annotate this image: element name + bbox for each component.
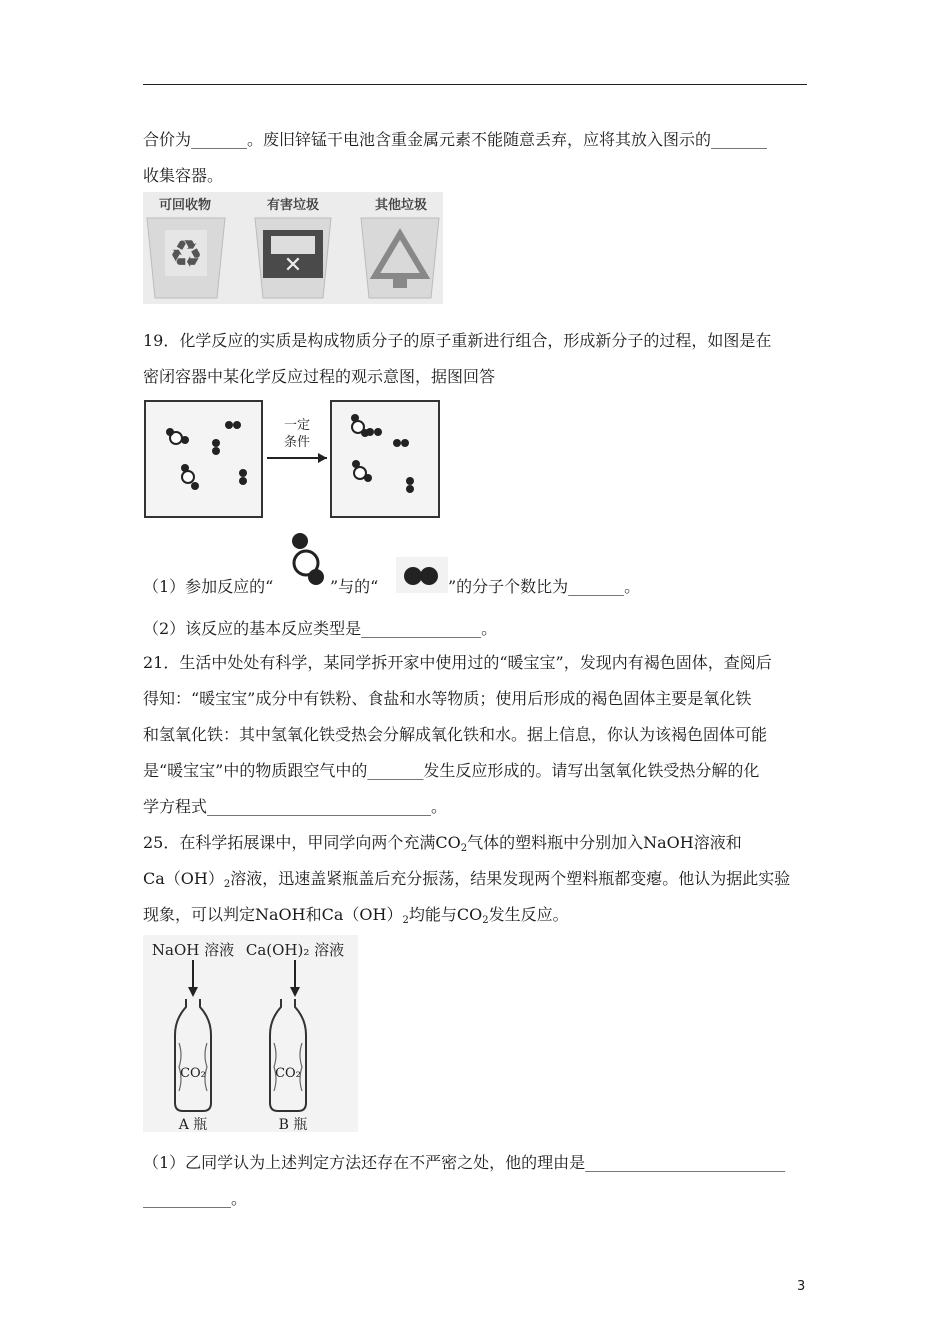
q25-line1: 25．在科学拓展课中，甲同学向两个充满$CO_2$气体的塑料瓶中分别加入NaOH溶液和 xyxy=(143,833,742,854)
diatomic-molecule-icon xyxy=(396,557,448,593)
bin-label-hazardous: 有害垃圾 xyxy=(266,198,320,213)
bin-label-other: 其他垃圾 xyxy=(374,198,428,213)
q19-sub2: （2）该反应的基本反应类型是_______________。 xyxy=(143,619,498,638)
q18-line1: 合价为_______。废旧锌锰干电池含重金属元素不能随意丢弃，应将其放入图示的_______ xyxy=(143,130,768,149)
arrowhead-icon xyxy=(318,453,327,463)
gas-label-b: CO₂ xyxy=(275,1066,301,1081)
q25-line2: $Ca(OH)_2$溶液，迅速盖紧瓶盖后充分振荡，结果发现两个塑料瓶都变瘪。他认为据此实验 xyxy=(143,869,791,890)
bottle-name-b: B 瓶 xyxy=(278,1117,308,1132)
header-rule xyxy=(143,84,807,85)
q25-sub1-line2: ___________。 xyxy=(143,1189,248,1208)
q21-line3: 和氢氧化铁：其中氢氧化铁受热会分解成氧化铁和水。据上信息，你认为该褐色固体可能 xyxy=(143,725,768,744)
q21-line5: 学方程式____________________________。 xyxy=(143,797,448,816)
q25-line3: 现象，可以判定NaOH和$Ca(OH)_2$均能与$CO_2$发生反应。 xyxy=(143,905,569,926)
q21-line1: 21．生活中处处有科学，某同学拆开家中使用过的“暖宝宝”，发现内有褐色固体，查阅后 xyxy=(143,653,772,672)
condition-text-1: 一定 xyxy=(283,418,311,433)
q21-line4: 是“暖宝宝”中的物质跟空气中的_______发生反应形成的。请写出氢氧化铁受热分解的化 xyxy=(143,761,760,780)
reaction-diagram xyxy=(143,399,443,521)
after-box xyxy=(331,401,439,517)
q21-line2: 得知：“暖宝宝”成分中有铁粉、食盐和水等物质；使用后形成的褐色固体主要是氧化铁 xyxy=(143,689,752,708)
bin-label-recyclable: 可回收物 xyxy=(158,198,212,213)
q19-line2: 密闭容器中某化学反应过程的观示意图，据图回答 xyxy=(143,367,496,386)
garbage-bins-figure xyxy=(143,192,443,304)
q19-sub1-text-a: （1）参加反应的“ xyxy=(143,577,274,596)
before-box xyxy=(145,401,262,517)
q19-sub1-text-b: ”与的“ xyxy=(330,577,379,596)
reagent-label-b: Ca(OH)₂ 溶液 xyxy=(245,941,345,959)
page-number: 3 xyxy=(797,1279,806,1294)
triatomic-molecule-icon xyxy=(282,531,330,589)
hazard-icon: ✕ xyxy=(283,253,303,278)
condition-text-2: 条件 xyxy=(283,435,311,450)
reagent-label-a: NaOH 溶液 xyxy=(151,941,235,959)
q19-sub1-text-c: ”的分子个数比为_______。 xyxy=(448,577,641,596)
recycle-icon: ♻ xyxy=(168,232,204,276)
bottle-name-a: A 瓶 xyxy=(178,1117,208,1132)
q19-line1: 19．化学反应的实质是构成物质分子的原子重新进行组合，形成新分子的过程，如图是在 xyxy=(143,331,772,350)
gas-label-a: CO₂ xyxy=(180,1066,206,1081)
q25-sub1-line1: （1）乙同学认为上述判定方法还存在不严密之处，他的理由是_________________________ xyxy=(143,1153,786,1172)
bottles-figure xyxy=(143,935,358,1132)
q18-line2: 收集容器。 xyxy=(143,166,224,185)
